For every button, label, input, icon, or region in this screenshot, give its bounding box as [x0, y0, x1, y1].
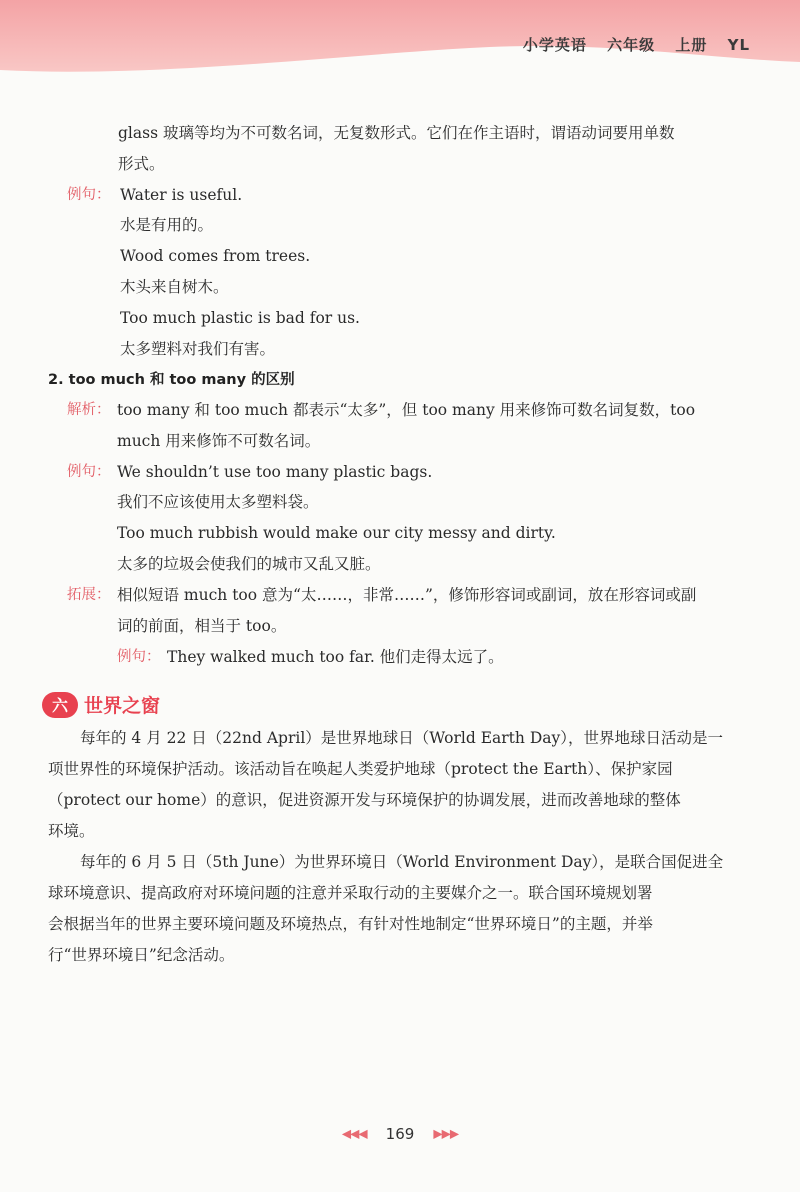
- example-line: We shouldn’t use too many plastic bags.: [117, 463, 433, 481]
- example-line: Wood comes from trees.: [120, 247, 311, 265]
- paragraph-line: 行“世界环境日”纪念活动。: [48, 946, 235, 964]
- example-line: Too much rubbish would make our city messy and dirty.: [117, 524, 556, 542]
- header-title: [509, 34, 750, 55]
- paragraph-line: 环境。: [48, 822, 95, 840]
- header-subject: 小学英语: [522, 36, 587, 54]
- header-grade: 六年级: [607, 36, 656, 54]
- paragraph-line: （protect our home）的意识，促进资源开发与环境保护的协调发展，进而改善地球的整体: [48, 791, 681, 809]
- example-line: 太多塑料对我们有害。: [120, 340, 276, 358]
- paragraph-line: 每年的 4 月 22 日（22nd April）是世界地球日（World Earth Day），世界地球日活动是一: [80, 729, 723, 747]
- example-line: 水是有用的。: [120, 216, 214, 234]
- paragraph-line: 每年的 6 月 5 日（5th June）为世界环境日（World Environment Day），是联合国促进全: [80, 853, 724, 871]
- intro-line-1: glass 玻璃等均为不可数名词，无复数形式。它们在作主语时，谓语动词要用单数: [118, 124, 675, 142]
- analysis-label: 解析：: [67, 402, 111, 418]
- header-volume: 上册: [675, 36, 708, 54]
- section-heading: [42, 691, 160, 718]
- example-label: 例句：: [67, 187, 111, 203]
- point-2-heading: 2. too much 和 too many 的区别: [48, 372, 295, 388]
- example-line: Water is useful.: [120, 186, 243, 204]
- example-line: 木头来自树木。: [120, 278, 229, 296]
- right-arrows-icon: ▶▶▶: [433, 1126, 459, 1141]
- header-edition: YL: [727, 36, 750, 54]
- extend-example: They walked much too far. 他们走得太远了。: [167, 648, 504, 666]
- extend-line-2: 词的前面，相当于 too。: [117, 617, 287, 635]
- extend-example-label: 例句：: [117, 649, 161, 665]
- intro-line-2: 形式。: [118, 155, 165, 173]
- section-number-badge: 六: [42, 692, 78, 718]
- page-footer: [0, 1123, 800, 1143]
- example-line: 我们不应该使用太多塑料袋。: [117, 493, 319, 511]
- extend-line-1: 相似短语 much too 意为“太……，非常……”，修饰形容词或副词，放在形容词或副: [117, 586, 697, 604]
- example-label: 例句：: [67, 464, 111, 480]
- analysis-line-1: too many 和 too much 都表示“太多”，但 too many 用来修饰可数名词复数，too: [117, 401, 696, 419]
- paragraph-line: 项世界性的环境保护活动。该活动旨在唤起人类爱护地球（protect the Earth）、保护家园: [48, 760, 673, 778]
- paragraph-line: 球环境意识、提高政府对环境问题的注意并采取行动的主要媒介之一。联合国环境规划署: [48, 884, 653, 902]
- section-title: 世界之窗: [84, 695, 161, 717]
- paragraph-line: 会根据当年的世界主要环境问题及环境热点，有针对性地制定“世界环境日”的主题，并举: [48, 915, 653, 933]
- page-number: 169: [385, 1124, 415, 1143]
- example-line: Too much plastic is bad for us.: [120, 309, 360, 327]
- extend-label: 拓展：: [67, 587, 111, 603]
- analysis-line-2: much 用来修饰不可数名词。: [117, 432, 321, 450]
- left-arrows-icon: ◀◀◀: [341, 1126, 367, 1141]
- example-line: 太多的垃圾会使我们的城市又乱又脏。: [117, 555, 381, 573]
